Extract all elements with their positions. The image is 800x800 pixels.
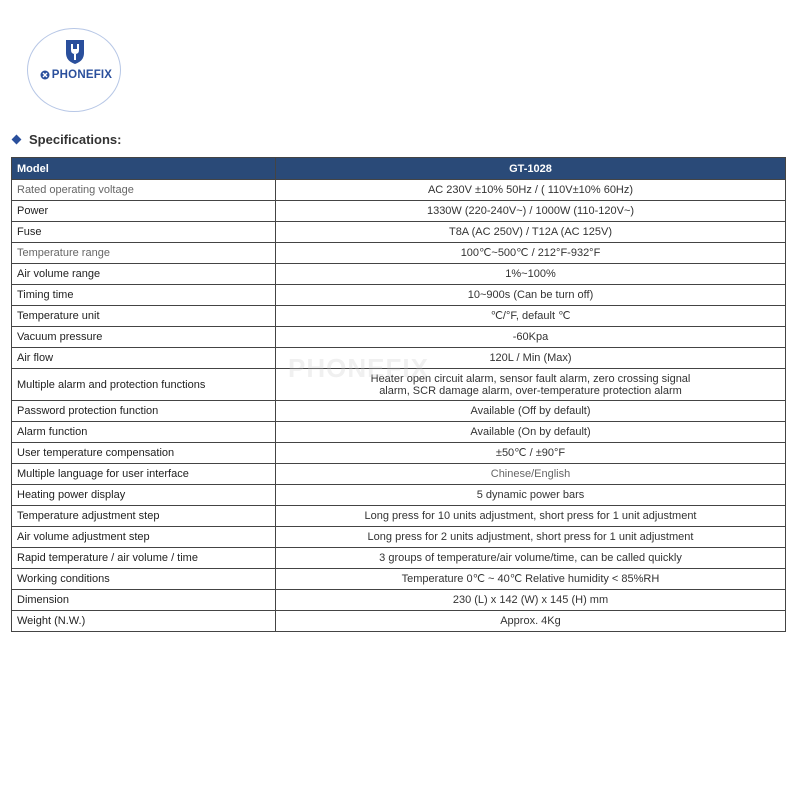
table-row xyxy=(12,548,786,569)
diamond-bullet-icon xyxy=(12,135,22,145)
table-row xyxy=(12,243,786,264)
table-row xyxy=(12,306,786,327)
table-row xyxy=(12,369,786,401)
row-value: 5 dynamic power bars xyxy=(276,485,786,506)
row-label: Temperature unit xyxy=(12,306,276,327)
row-label: Air volume adjustment step xyxy=(12,527,276,548)
row-label: Working conditions xyxy=(12,569,276,590)
row-label: Air flow xyxy=(12,348,276,369)
table-row xyxy=(12,443,786,464)
row-label: Multiple alarm and protection functions xyxy=(12,369,276,401)
table-header-row xyxy=(12,158,786,180)
row-label: Multiple language for user interface xyxy=(12,464,276,485)
row-value xyxy=(276,369,786,401)
spec-table xyxy=(11,157,786,632)
row-label: Password protection function xyxy=(12,401,276,422)
row-value: 120L / Min (Max) xyxy=(276,348,786,369)
row-value: Long press for 10 units adjustment, short press for 1 unit adjustment xyxy=(276,506,786,527)
row-value: Chinese/English xyxy=(276,464,786,485)
row-value: ±50℃ / ±90°F xyxy=(276,443,786,464)
watermark: PHONEFIX xyxy=(288,353,429,383)
row-value: Approx. 4Kg xyxy=(276,611,786,632)
row-label: Temperature range xyxy=(12,243,276,264)
row-label: Air volume range xyxy=(12,264,276,285)
row-label: Vacuum pressure xyxy=(12,327,276,348)
section-title: Specifications: xyxy=(29,132,122,147)
table-row xyxy=(12,506,786,527)
row-label: Timing time xyxy=(12,285,276,306)
row-label: Rapid temperature / air volume / time xyxy=(12,548,276,569)
header-model-label: Model xyxy=(12,158,276,180)
table-row xyxy=(12,569,786,590)
table-row xyxy=(12,527,786,548)
row-value: Temperature 0℃ ~ 40℃ Relative humidity < 85%RH xyxy=(276,569,786,590)
gear-icon xyxy=(40,70,50,80)
row-label: Weight (N.W.) xyxy=(12,611,276,632)
logo-text: PHONEFIX xyxy=(51,69,113,81)
table-row xyxy=(12,464,786,485)
row-value: 1330W (220-240V~) / 1000W (110-120V~) xyxy=(276,201,786,222)
row-label: Heating power display xyxy=(12,485,276,506)
row-value-line: Heater open circuit alarm, sensor fault alarm, zero crossing signal xyxy=(370,372,691,385)
row-value-line: alarm, SCR damage alarm, over-temperature protection alarm xyxy=(379,384,682,397)
row-value: Long press for 2 units adjustment, short press for 1 unit adjustment xyxy=(276,527,786,548)
table-row xyxy=(12,285,786,306)
row-value: T8A (AC 250V) / T12A (AC 125V) xyxy=(276,222,786,243)
header-model-value: GT-1028 xyxy=(276,158,786,180)
table-row xyxy=(12,401,786,422)
row-value: 3 groups of temperature/air volume/time, can be called quickly xyxy=(276,548,786,569)
row-value: Available (On by default) xyxy=(276,422,786,443)
row-value: Available (Off by default) xyxy=(276,401,786,422)
table-row xyxy=(12,222,786,243)
table-row xyxy=(12,327,786,348)
row-label: Power xyxy=(12,201,276,222)
row-value: 10~900s (Can be turn off) xyxy=(276,285,786,306)
table-row xyxy=(12,485,786,506)
row-label: User temperature compensation xyxy=(12,443,276,464)
table-row xyxy=(12,180,786,201)
table-row xyxy=(12,264,786,285)
table-row xyxy=(12,611,786,632)
row-value: -60Kpa xyxy=(276,327,786,348)
row-label: Alarm function xyxy=(12,422,276,443)
row-value: ℃/°F, default ℃ xyxy=(276,306,786,327)
specifications-heading xyxy=(11,132,121,147)
table-row xyxy=(12,590,786,611)
row-value: 1%~100% xyxy=(276,264,786,285)
row-label: Rated operating voltage xyxy=(12,180,276,201)
row-label: Dimension xyxy=(12,590,276,611)
table-row xyxy=(12,348,786,369)
row-label: Temperature adjustment step xyxy=(12,506,276,527)
row-value: AC 230V ±10% 50Hz / ( 110V±10% 60Hz) xyxy=(276,180,786,201)
table-row xyxy=(12,201,786,222)
row-value: 100℃~500℃ / 212°F-932°F xyxy=(276,243,786,264)
row-label: Fuse xyxy=(12,222,276,243)
row-value: 230 (L) x 142 (W) x 145 (H) mm xyxy=(276,590,786,611)
wrench-shield-icon xyxy=(62,37,88,65)
phonefix-logo xyxy=(27,28,121,112)
table-row xyxy=(12,422,786,443)
